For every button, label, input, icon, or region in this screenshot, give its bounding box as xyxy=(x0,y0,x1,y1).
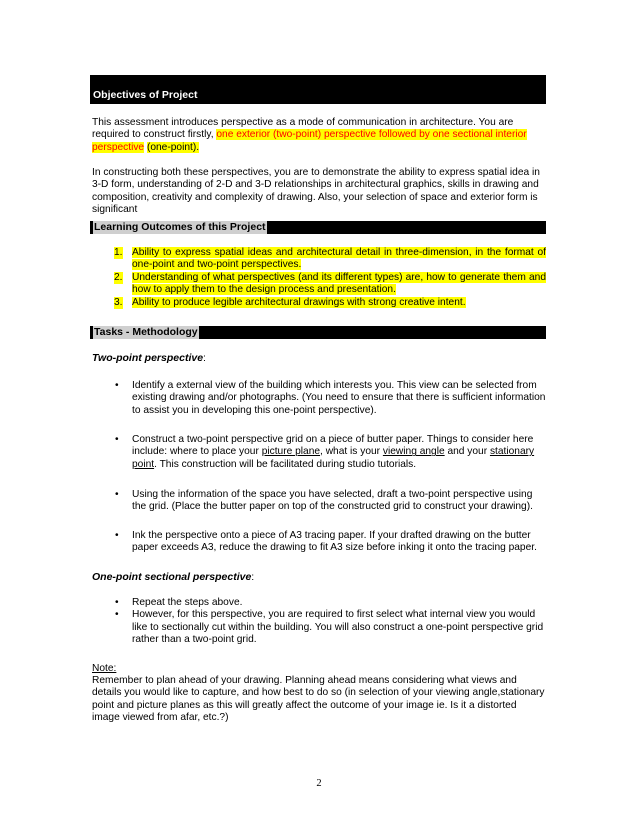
bullet-icon: • xyxy=(115,530,119,541)
objectives-p1-text: This assessment introduces perspective as a mode of communication in architecture. You are required to construct firstly, xyxy=(92,117,514,141)
one-point-title: One-point sectional perspective xyxy=(92,571,252,583)
learning-outcomes-heading-bar xyxy=(90,221,546,234)
step-text: Construct a two-point perspective grid on a piece of butter paper. Things to consider here include: where to place your xyxy=(132,434,534,458)
bullet-icon: • xyxy=(115,609,119,621)
step-text: Using the information of the space you have selected, draft a two-point perspective using the grid. (Place the butter paper on top of the constructed grid to construct your drawing). xyxy=(132,489,533,513)
one-point-steps xyxy=(92,597,546,647)
learning-outcome-text: Ability to produce legible architectural drawings with strong creative intent. xyxy=(132,296,466,308)
two-point-steps-3 xyxy=(92,489,546,514)
note-paragraph: Remember to plan ahead of your drawing. Planning ahead means considering what views and details you would like to capture, and how best to do so (in selection of your viewing angle,stationary point and picture planes as this will greatly affect the outcome of your image ie. Is it a distorted image viewed from afar, etc.?) xyxy=(92,675,545,724)
bullet-icon: • xyxy=(115,380,119,391)
tasks-heading: Tasks - Methodology xyxy=(94,326,198,338)
learning-outcomes-heading: Learning Outcomes of this Project xyxy=(94,221,266,233)
two-point-steps-2 xyxy=(92,434,546,471)
bullet-icon: • xyxy=(115,489,119,500)
two-point-heading xyxy=(92,352,206,364)
learning-outcome-number: 1. xyxy=(114,247,123,258)
step-text: Ink the perspective onto a piece of A3 tracing paper. If your drafted drawing on the butter paper exceeds A3, reduce the drawing to fit A3 size before inking it onto the tracing paper. xyxy=(132,530,537,554)
learning-outcome-text: Ability to express spatial ideas and architectural detail in three-dimension, in the format of one-point and two-point perspectives. xyxy=(132,247,546,271)
picture-plane-term: picture plane xyxy=(261,446,321,458)
objectives-paragraph-1 xyxy=(92,117,546,154)
step-item xyxy=(92,609,546,646)
objectives-heading-bar xyxy=(90,75,546,104)
step-text: , what is your xyxy=(320,446,383,458)
step-text: However, for this perspective, you are required to first select what internal view you would like to sectionally cut within the building. You will also construct a one-point perspective grid rather than a two-point grid. xyxy=(132,609,544,646)
note-label-text: Note: xyxy=(92,663,117,674)
viewing-angle-term: viewing angle xyxy=(382,446,445,458)
bullet-icon: • xyxy=(115,434,119,445)
two-point-title: Two-point perspective xyxy=(92,352,204,364)
step-item xyxy=(92,530,546,555)
objectives-heading: Objectives of Project xyxy=(93,89,198,101)
step-item xyxy=(92,380,546,417)
tasks-heading-bar xyxy=(90,326,546,339)
learning-outcome-text: Understanding of what perspectives (and its different types) are, how to generate them and how to apply them to the design process and presentation. xyxy=(132,271,546,296)
objectives-paragraph-2: In constructing both these perspectives, you are to demonstrate the ability to express spatial idea in 3-D form, understanding of 2-D and 3-D relationships in architectural graphics, skills in drawing and composition, creativity and complexity of drawing. Also, your selection of space and exterior form is significant xyxy=(92,167,540,216)
step-text: Repeat the steps above. xyxy=(132,597,243,608)
learning-outcome-number: 3. xyxy=(114,296,123,308)
two-point-colon: : xyxy=(203,352,206,364)
step-text: . This construction will be facilitated during studio tutorials. xyxy=(154,458,417,470)
learning-outcome-item xyxy=(92,247,546,272)
two-point-steps-4 xyxy=(92,530,546,555)
objectives-p1-highlight: one exterior (two-point) perspective followed by one sectional interior perspective xyxy=(92,129,527,153)
learning-outcomes-list xyxy=(92,247,546,309)
step-text: Identify a external view of the building which interests you. This view can be selected from existing drawing and/or photographs. (You need to ensure that there is sufficient information to assist you in developing this one-point perspective). xyxy=(132,380,546,416)
objectives-p1-highlight-end: (one-point). xyxy=(146,141,200,153)
step-item xyxy=(92,489,546,514)
step-text: and your xyxy=(444,446,490,458)
step-item xyxy=(92,597,546,609)
learning-outcome-item xyxy=(92,272,546,297)
bullet-icon: • xyxy=(115,597,119,608)
page-number: 2 xyxy=(316,778,322,789)
note-label xyxy=(92,663,546,675)
one-point-colon: : xyxy=(251,571,255,583)
stationary-point-term: stationary point xyxy=(132,446,535,470)
learning-outcome-number: 2. xyxy=(114,271,123,283)
step-item xyxy=(92,434,546,471)
learning-outcome-item xyxy=(92,297,546,309)
one-point-heading xyxy=(92,571,254,583)
two-point-steps xyxy=(92,380,546,417)
